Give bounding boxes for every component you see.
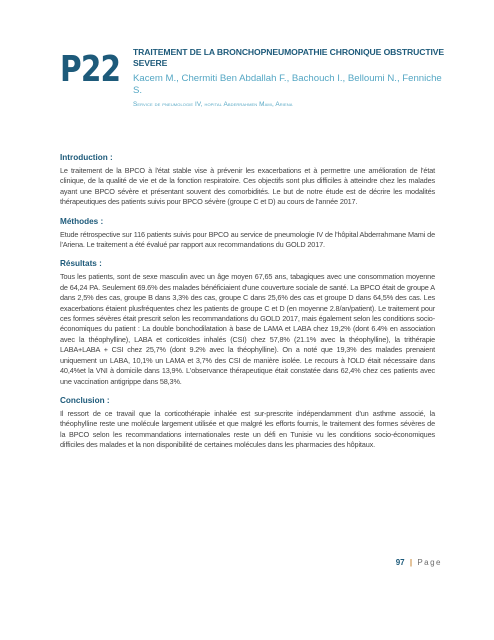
page-footer [396, 558, 442, 567]
abstract-header [60, 44, 450, 108]
results-heading: Résultats : [60, 259, 102, 269]
conclusion-text: Il ressort de ce travail que la corticothérapie inhalée est sur-prescrite indépendamment d'un asthme associé, la théophylline reste une molécule largement utilisée et que malgré les efforts fournis, le traitement des formes sévères de la BPCO selon les recommandations internationales reste un défi en Tunisie vu les conditions socio-économiques difficiles des malades et la non disponibilité de certaines molécules dans les pharmacies des hôpitaux. [60, 408, 435, 450]
abstract-meta [133, 44, 453, 109]
intro-text: Le traitement de la BPCO à l'état stable vise à prévenir les exacerbations et à permettre une amélioration de l'état clinique, de la qualité de vie et de la fonction respiratoire. Ces objectifs sont plus difficiles à atteindre chez les malades ayant une BPCO sévère et présentant souvent des comorbidités. Le but de notre étude est de décrire les modalités thérapeutiques des patients suivis pour BPCO sévère (groupe C et D) au cours de l'année 2017. [60, 166, 435, 207]
abstract-authors: Kacem M., Chermiti Ben Abdallah F., Bachouch I., Belloumi N., Fenniche S. [133, 73, 442, 96]
page-separator: | [409, 558, 413, 567]
intro-heading: Introduction : [60, 153, 113, 162]
conclusion-heading: Conclusion : [60, 395, 110, 405]
abstract-code: P22 [60, 49, 121, 90]
abstract-body [60, 152, 435, 459]
methods-heading: Méthodes : [60, 216, 104, 226]
page-label: Page [417, 558, 442, 567]
abstract-affiliation: Service de pneumologie IV, hopital Abderrahmen Mami, Ariena [133, 101, 293, 108]
abstract-title: TRAITEMENT DE LA BRONCHOPNEUMOPATHIE CHRONIQUE OBSTRUCTIVE SEVERE [133, 47, 445, 68]
methods-text: Etude rétrospective sur 116 patients suivis pour BPCO au service de pneumologie IV de l'hôpital Abderrahmane Mami de l'Ariena. Le traitement a été évalué par rapport aux recommandations du GOLD 2017. [60, 229, 435, 250]
page-number: 97 [395, 558, 405, 567]
results-text: Tous les patients, sont de sexe masculin avec un âge moyen 67,65 ans, tabagiques avec une consommation moyenne de 64,24 PA. Seulement 69.6% des malades bénéficiaient d'une couverture sociale de santé. La BPCO était de groupe A dans 2,5% des cas, groupe B dans 3,3% des cas, groupe C dans 25,6% des cas et groupe D dans 64,5% des cas. Les exacerbations étaient plusfréquentes chez les patients de groupe C et D (en moyenne 2.8/an/patient). Le traitement pour ces formes sévères était prescrit selon les recommandations du GOLD 2017, mais également selon les conditions socio-économiques du patient : La double bonchodilatation à base de LAMA et LABA chez 19,2% (dont 6.4% en association avec la théophylline), LABA et corticoïdes inhalés (CSI) chez 57,8% (21.1% avec la théophylline), la trithérapie LABA+LABA + CSI chez 25,7% (dont 9.2% avec la théophylline). On a noté que 19,3% des malades prenaient uniquement un LABA, 10,1% un LAMA et 3,7% des CSI de manière isolée. Le recours à l'OLD était nécessaire dans 40,4%et la VNI à domicile dans 13,9%. L'observance thérapeutique était constatée dans 62,4% chez ces patients avec une vaccination antigrippe dans 58,3%. [60, 272, 435, 386]
